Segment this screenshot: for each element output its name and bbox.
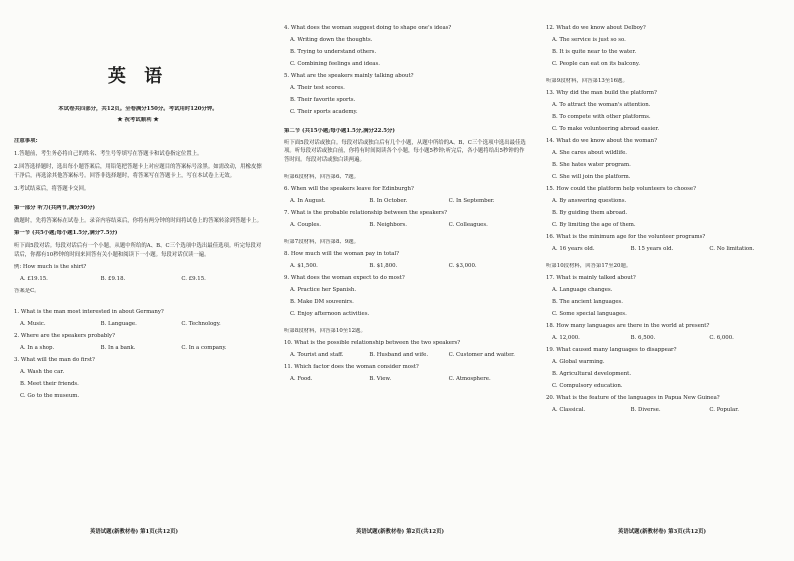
option: B. Trying to understand others. <box>290 49 377 55</box>
question-8: 8. How much will the woman pay in total? <box>284 250 400 257</box>
option: A. Their test scores. <box>290 85 345 91</box>
option: C. Popular. <box>709 407 739 413</box>
option: C. Some special languages. <box>552 311 627 317</box>
question-4: 4. What does the woman suggest doing to shape one's ideas? <box>284 25 452 31</box>
question-6-options <box>290 198 528 205</box>
section-instructions: 听下面5段对话。每段对话后有一个小题，从题中所给的A、B、C三个选项中选出最佳选项。听完每段对话后，你都有10秒钟的时间来回答有关小题和阅读下一小题。每段对话仅读一遍。 <box>14 243 262 258</box>
option: A. Language changes. <box>552 287 613 293</box>
option: A. 12,000. <box>552 335 580 341</box>
option: A. £19.15. <box>20 276 48 283</box>
option: C. In September. <box>448 197 495 204</box>
option: B. Neighbors. <box>369 221 408 228</box>
question-20-options <box>552 407 788 414</box>
option: B. By guiding them abroad. <box>552 210 628 216</box>
part-instructions: 做题时，先将答案标在试卷上。录音内容结束后，你将有两分钟的时间将试卷上的答案转涂到答题卡上。 <box>14 218 262 225</box>
question-3: 3. What will the man do first? <box>14 357 95 364</box>
option: C. Enjoy afternoon activities. <box>290 310 370 317</box>
option: A. Global warming. <box>552 359 605 365</box>
option: A. Music. <box>20 321 46 328</box>
option: A. Couples. <box>290 221 322 228</box>
material-heading: 听第7段材料，回答第8、9题。 <box>284 238 359 245</box>
option: A. She cares about wildlife. <box>552 150 627 156</box>
option: B. £9.18. <box>100 276 126 283</box>
section-instructions: 听下面5段对话或独白。每段对话或独白后有几个小题，从题中所给的A、B、C三个选项中选出最佳选项。听每段对话或独白前，你将有时间阅读各个小题，每小题5秒钟;听完后，各小题将给出5秒钟的作答时间。每段对话或独白读两遍。 <box>284 140 526 163</box>
material-heading: 听第10段材料，回答第17至20题。 <box>546 263 632 269</box>
option: C. By limiting the age of them. <box>552 222 636 228</box>
section-heading: 第二节 (共15小题;每小题1.5分,满分22.5分) <box>284 128 395 134</box>
example-options <box>20 276 262 283</box>
option: B. To compete with other platforms. <box>552 114 651 120</box>
section-heading: 第一节 (共5小题;每小题1.5分,满分7.5分) <box>14 230 118 237</box>
question-10: 10. What is the possible relationship between the two speakers? <box>284 339 461 346</box>
page-2 <box>272 0 534 561</box>
question-11: 11. Which factor does the woman consider most? <box>284 363 419 370</box>
question-2: 2. Where are the speakers probably? <box>14 333 115 340</box>
question-19: 19. What caused many languages to disappear? <box>546 347 677 353</box>
exam-title: 英 语 <box>107 66 169 87</box>
option: A. The service is just so so. <box>552 37 626 43</box>
option: A. In August. <box>290 197 326 204</box>
option: C. No limitation. <box>709 246 755 252</box>
option: B. Husband and wife. <box>369 351 429 358</box>
question-9: 9. What does the woman expect to do most? <box>284 274 405 281</box>
question-16: 16. What is the minimum age for the volunteer programs? <box>546 234 706 240</box>
option: B. Diverse. <box>630 407 661 413</box>
option: A. To attract the woman's attention. <box>552 102 651 108</box>
option: C. Compulsory education. <box>552 383 623 389</box>
option: C. To make volunteering abroad easier. <box>552 126 660 132</box>
material-heading: 听第9段材料，回答第13至16题。 <box>546 78 628 84</box>
notice-title: 注意事项: <box>14 138 38 144</box>
material-heading: 听第6段材料，回答第6、7题。 <box>284 173 359 180</box>
example-answer: 答案是C。 <box>14 288 40 295</box>
option: B. In October. <box>369 197 408 204</box>
option: B. View. <box>369 375 392 382</box>
option: C. She will join the platform. <box>552 174 631 180</box>
option: A. $1,500. <box>290 262 318 269</box>
option: C. $3,000. <box>448 262 477 269</box>
material-heading: 听第8段材料，回答第10至12题。 <box>284 327 366 334</box>
option: B. Meet their friends. <box>20 381 79 388</box>
question-7-options <box>290 222 528 229</box>
option: A. Writing down the thoughts. <box>290 37 373 43</box>
question-6: 6. When will the speakers leave for Edinburgh? <box>284 185 414 192</box>
question-20: 20. What is the feature of the languages in Papua New Guinea? <box>546 395 720 401</box>
question-12: 12. What do we know about Delboy? <box>546 25 646 31</box>
question-13: 13. Why did the man build the platform? <box>546 90 657 96</box>
option: B. Language. <box>100 321 137 328</box>
notice-2: 2.回答选择题时，选出每小题答案后，用铅笔把答题卡上对应题目的答案标号涂黑。如需改动，用橡皮擦干净后，再选涂其他答案标号。回答非选择题时，将答案写在答题卡上，写在本试卷上无效。 <box>14 164 262 179</box>
option: B. The ancient languages. <box>552 299 623 305</box>
option: A. By answering questions. <box>552 198 627 204</box>
option: B. 6,500. <box>630 335 656 341</box>
option: C. Their sports academy. <box>290 109 358 115</box>
option: C. In a company. <box>181 345 227 352</box>
option: A. 16 years old. <box>552 246 595 252</box>
page-footer: 英语试题(新教材卷) 第3页(共12页) <box>618 529 707 535</box>
option: C. £9.15. <box>181 276 206 283</box>
question-17: 17. What is mainly talked about? <box>546 275 636 281</box>
option: A. Practice her Spanish. <box>290 286 357 293</box>
option: C. Atmosphere. <box>448 375 491 382</box>
option: C. 6,000. <box>709 335 734 341</box>
question-10-options <box>290 352 528 359</box>
exam-subtitle: 本试卷共四部分，共12页。全卷满分150分。考试用时120分钟。 <box>58 106 218 112</box>
page-footer: 英语试题(新教材卷) 第1页(共12页) <box>90 529 179 535</box>
option: B. Make DM souvenirs. <box>290 298 354 305</box>
question-7: 7. What is the probable relationship between the speakers? <box>284 209 448 216</box>
option: B. $1,800. <box>369 262 398 269</box>
option: B. In a bank. <box>100 345 136 352</box>
question-18-options <box>552 335 788 342</box>
option: A. In a shop. <box>20 345 55 352</box>
option: C. Technology. <box>181 321 221 328</box>
option: B. 15 years old. <box>630 246 674 252</box>
question-1: 1. What is the man most interested in about Germany? <box>14 309 164 316</box>
option: C. Customer and waiter. <box>448 351 515 358</box>
option: C. Combining feelings and ideas. <box>290 61 380 67</box>
question-18: 18. How many languages are there in the world at present? <box>546 323 710 329</box>
option: B. Agricultural development. <box>552 371 632 377</box>
option: A. Tourist and staff. <box>290 351 344 358</box>
part-heading: 第一部分 听力(共两节,满分30分) <box>14 205 96 212</box>
example-question: 例: How much is the shirt? <box>14 264 87 271</box>
notice-1: 1.答题前，考生务必将自己的姓名、考生号等填写在答题卡和试卷指定位置上。 <box>14 151 203 157</box>
question-2-options <box>20 345 262 352</box>
page-footer: 英语试题(新教材卷) 第2页(共12页) <box>356 529 445 535</box>
option: A. Classical. <box>552 407 586 413</box>
page-1 <box>0 0 272 561</box>
option: A. Wash the car. <box>20 369 65 376</box>
option: B. It is quite near to the water. <box>552 49 637 55</box>
notice-3: 3.考试结束后，将答题卡交回。 <box>14 185 90 192</box>
question-1-options <box>20 321 262 328</box>
option: C. People can eat on its balcony. <box>552 61 640 67</box>
option: C. Colleagues. <box>448 221 488 228</box>
page-3 <box>534 0 794 561</box>
option: B. Their favorite sports. <box>290 97 356 103</box>
question-8-options <box>290 263 528 270</box>
option: B. She hates water program. <box>552 162 631 168</box>
question-14: 14. What do we know about the woman? <box>546 138 657 144</box>
question-16-options <box>552 246 788 253</box>
question-5: 5. What are the speakers mainly talking about? <box>284 73 414 79</box>
option: C. Go to the museum. <box>20 393 80 400</box>
option: A. Food. <box>290 375 313 382</box>
blessing: ★ 祝考试顺利 ★ <box>117 117 159 123</box>
question-11-options <box>290 376 528 383</box>
question-15: 15. How could the platform help volunteers to choose? <box>546 186 696 192</box>
